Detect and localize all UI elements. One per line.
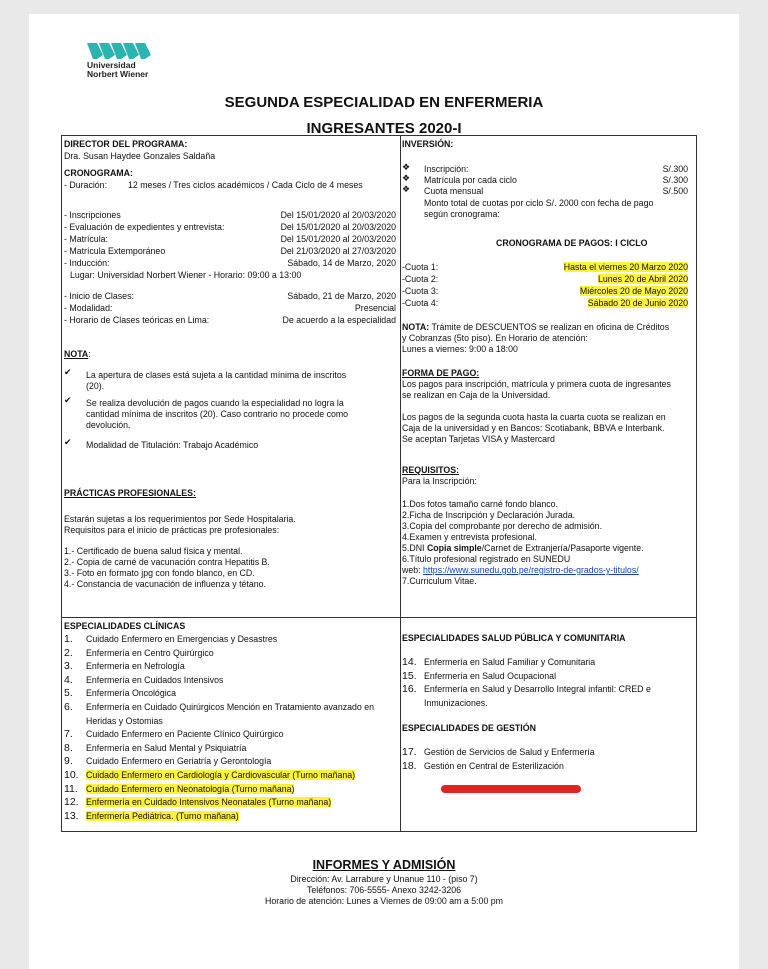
forma-pago-heading: FORMA DE PAGO: bbox=[402, 368, 480, 378]
specialty-text: Cuidado Enfermero en Neonatología (Turno mañana) bbox=[86, 783, 295, 794]
clinicas-heading: ESPECIALIDADES CLÍNICAS bbox=[64, 621, 186, 631]
cronograma-row-label: - Modalidad: bbox=[64, 303, 113, 313]
inversion-item-label: Inscripción: bbox=[424, 164, 469, 174]
nota-item: La apertura de clases está sujeta a la cantidad mínima de inscritos bbox=[86, 370, 347, 380]
practicas-item: 1.- Certificado de buena salud física y mental. bbox=[64, 546, 243, 556]
requisito-web-label: web: bbox=[402, 565, 424, 575]
inversion-item-value: S/.300 bbox=[662, 164, 688, 174]
cuota-label: -Cuota 4: bbox=[402, 298, 439, 308]
specialty-text: Enfermería en Cuidado Intensivos Neonatales (Turno mañana) bbox=[86, 797, 332, 808]
inversion-monto: según cronograma: bbox=[424, 209, 500, 219]
cronograma-row-label: - Evaluación de expedientes y entrevista: bbox=[64, 222, 225, 232]
cronograma-pagos-heading: CRONOGRAMA DE PAGOS: I CICLO bbox=[496, 238, 648, 248]
diamond-bullet-icon: ❖ bbox=[402, 162, 411, 172]
specialty-text: Enfermería en Salud Mental y Psiquiatría bbox=[86, 742, 247, 753]
nota-item: devolución. bbox=[86, 420, 131, 430]
item-number: 1. bbox=[64, 633, 73, 645]
cronograma-heading: CRONOGRAMA: bbox=[64, 168, 133, 178]
university-logo bbox=[85, 41, 185, 79]
logo-text-line1: Universidad bbox=[87, 60, 136, 70]
item-number: 11. bbox=[64, 782, 78, 795]
specialty-item bbox=[86, 702, 374, 713]
cronograma-row-label: - Inicio de Clases: bbox=[64, 291, 134, 301]
column-divider bbox=[400, 136, 401, 831]
info-table bbox=[61, 135, 697, 832]
cronograma-row-label: - Matrícula: bbox=[64, 234, 108, 244]
cronograma-row-label: - Inducción: bbox=[64, 258, 110, 268]
specialty-text: Cuidado Enfermero en Emergencias y Desastres bbox=[86, 634, 278, 644]
requisito-item: 1.Dos fotos tamaño carné fondo blanco. bbox=[402, 499, 558, 509]
specialty-item bbox=[424, 684, 651, 695]
specialty-item-continued: Heridas y Ostomias bbox=[86, 715, 163, 726]
salud-publica-heading: ESPECIALIDADES SALUD PÚBLICA Y COMUNITARIA bbox=[402, 633, 626, 643]
check-icon: ✔ bbox=[64, 437, 72, 447]
nota-heading-text: NOTA bbox=[64, 349, 89, 359]
nota-item: cantidad mínima de inscritos (20). Caso contrario no procede como bbox=[86, 409, 349, 419]
forma-pago-text: Los pagos para inscripción, matrícula y primera cuota de ingresantes bbox=[402, 379, 671, 389]
forma-pago-text: Caja de la universidad y en Bancos: Scotiabank, BBVA e Interbank. bbox=[402, 423, 665, 433]
specialty-text: Gestión en Central de Esterilización bbox=[424, 760, 564, 771]
item-number: 13. bbox=[64, 809, 79, 822]
nota2-text: Trámite de DESCUENTOS se realizan en oficina de Créditos bbox=[429, 322, 670, 332]
gestion-heading: ESPECIALIDADES DE GESTIÓN bbox=[402, 723, 536, 733]
cronograma-row-value: Presencial bbox=[354, 303, 396, 313]
requisito-item: 4.Examen y entrevista profesional. bbox=[402, 532, 537, 542]
cronograma-row-value: Del 15/01/2020 al 20/03/2020 bbox=[280, 222, 396, 232]
requisito-item: 2.Ficha de Inscripción y Declaración Jurada. bbox=[402, 510, 576, 520]
footer-address: Dirección: Av. Larrabure y Unanue 110 - (piso 7) bbox=[290, 874, 478, 884]
cuota-label: -Cuota 2: bbox=[402, 274, 439, 284]
forma-pago-text: Se aceptan Tarjetas VISA y Mastercard bbox=[402, 434, 555, 444]
item-number: 6. bbox=[64, 701, 73, 713]
item-number: 8. bbox=[64, 741, 73, 754]
specialty-item bbox=[86, 756, 271, 767]
specialty-item bbox=[424, 761, 564, 772]
nota-heading-colon: : bbox=[88, 349, 91, 359]
item-number: 15. bbox=[402, 669, 417, 682]
item-number: 10. bbox=[64, 769, 79, 781]
specialty-text: Cuidado Enfermero en Geriatría y Gerontología bbox=[86, 756, 272, 767]
cronograma-row-value: Del 21/03/2020 al 27/03/2020 bbox=[280, 246, 396, 256]
document-page bbox=[29, 14, 739, 969]
item-number: 7. bbox=[64, 728, 73, 741]
specialty-text: Enfermería Oncológica bbox=[86, 688, 176, 699]
induccion-lugar: Lugar: Universidad Norbert Wiener - Horario: 09:00 a 13:00 bbox=[70, 270, 302, 280]
specialty-text: Enfermería en Cuidado Quirúrgicos Mención en Tratamiento avanzado en bbox=[86, 702, 375, 712]
item-number: 2. bbox=[64, 646, 73, 659]
inversion-monto: Monto total de cuotas por ciclo S/. 2000 con fecha de pago bbox=[424, 198, 654, 208]
cuota-label: -Cuota 3: bbox=[402, 286, 439, 296]
footer-hours: Horario de atención: Lunes a Viernes de 09:00 am a 5:00 pm bbox=[265, 896, 503, 906]
specialty-text: Cuidado Enfermero en Cardiología y Cardiovascular (Turno mañana) bbox=[86, 770, 356, 780]
practicas-intro: Requisitos para el inicio de prácticas pre profesionales: bbox=[64, 525, 280, 535]
nota2-heading: NOTA: bbox=[402, 322, 430, 332]
cronograma-row-label: - Horario de Clases teóricas en Lima: bbox=[64, 315, 210, 325]
inversion-item-label: Cuota mensual bbox=[424, 186, 484, 196]
specialty-item bbox=[424, 657, 595, 668]
diamond-bullet-icon: ❖ bbox=[402, 173, 411, 183]
cronograma-row-label: - Matrícula Extemporáneo bbox=[64, 246, 166, 256]
cronograma-row-label: - Inscripciones bbox=[64, 210, 121, 220]
practicas-item: 4.- Constancia de vacunación de influenza y tétano. bbox=[64, 579, 266, 589]
item-number: 16. bbox=[402, 683, 417, 696]
item-number: 4. bbox=[64, 673, 73, 686]
requisito-item: 6.Título profesional registrado en SUNEDU bbox=[402, 554, 571, 564]
specialty-item bbox=[86, 770, 355, 781]
specialty-text: Enfermería Pediátrica. (Turno mañana) bbox=[86, 810, 239, 821]
requisito-item: 7.Curriculum Vitae. bbox=[402, 576, 477, 586]
requisito-item: 3.Copia del comprobante por derecho de admisión. bbox=[402, 521, 603, 531]
cuota-date-text: Sábado 20 de Junio 2020 bbox=[587, 298, 688, 308]
specialty-item bbox=[86, 661, 185, 672]
cuota-date bbox=[580, 286, 688, 297]
cuota-date-text: Lunes 20 de Abril 2020 bbox=[598, 274, 688, 284]
item-number: 9. bbox=[64, 755, 73, 768]
cronograma-row-value: De acuerdo a la especialidad bbox=[282, 315, 396, 325]
item-number: 5. bbox=[64, 687, 73, 700]
cuota-date-text: Miércoles 20 de Mayo 2020 bbox=[579, 286, 688, 296]
duracion-value: 12 meses / Tres ciclos académicos / Cada Ciclo de 4 meses bbox=[128, 180, 363, 190]
requisito-5-post: /Carnet de Extranjería/Pasaporte vigente. bbox=[481, 543, 644, 553]
check-icon: ✔ bbox=[64, 395, 72, 405]
forma-pago-text: se realizan en Caja de la Universidad. bbox=[402, 390, 551, 400]
specialty-item bbox=[424, 671, 556, 682]
check-icon: ✔ bbox=[64, 367, 72, 377]
specialty-item bbox=[424, 747, 595, 758]
requisitos-heading: REQUISITOS: bbox=[402, 465, 460, 475]
specialty-text: Cuidado Enfermero en Paciente Clínico Quirúrgico bbox=[86, 729, 284, 740]
sunedu-link[interactable]: https://www.sunedu.gob.pe/registro-de-grados-y-titulos/ bbox=[423, 565, 639, 575]
specialty-item bbox=[86, 743, 246, 754]
practicas-heading: PRÁCTICAS PROFESIONALES: bbox=[64, 488, 196, 498]
cuota-date bbox=[588, 298, 688, 309]
specialty-item bbox=[86, 648, 214, 659]
specialty-item bbox=[86, 675, 223, 686]
specialty-item bbox=[86, 634, 277, 645]
cuota-label: -Cuota 1: bbox=[402, 262, 439, 272]
nota-heading bbox=[64, 349, 91, 360]
specialty-item bbox=[86, 729, 284, 740]
nota-item: Se realiza devolución de pagos cuando la especialidad no logra la bbox=[86, 398, 344, 408]
requisitos-intro: Para la Inscripción: bbox=[402, 476, 477, 486]
cuota-date bbox=[598, 274, 688, 285]
cronograma-row-value: Sábado, 21 de Marzo, 2020 bbox=[287, 291, 396, 301]
footer-phone: Teléfonos: 706-5555- Anexo 3242-3206 bbox=[306, 885, 462, 895]
director-heading: DIRECTOR DEL PROGRAMA: bbox=[64, 139, 188, 149]
requisito-5-pre: 5.DNI bbox=[402, 543, 427, 553]
specialty-text: Enfermería en Salud Ocupacional bbox=[424, 670, 557, 681]
specialty-text: Gestión de Servicios de Salud y Enfermería bbox=[424, 747, 595, 757]
item-number: 12. bbox=[64, 796, 79, 809]
informes-heading: INFORMES Y ADMISIÓN bbox=[312, 858, 456, 872]
forma-pago-text: Los pagos de la segunda cuota hasta la cuarta cuota se realizan en bbox=[402, 412, 666, 422]
cronograma-row-value: Sábado, 14 de Marzo, 2020 bbox=[287, 258, 396, 268]
diamond-bullet-icon: ❖ bbox=[402, 184, 411, 194]
cuota-date bbox=[564, 262, 688, 273]
specialty-text: Enfermería en Salud Familiar y Comunitaria bbox=[424, 657, 596, 667]
nota2-line bbox=[402, 322, 669, 333]
specialty-item bbox=[86, 811, 239, 822]
specialty-item bbox=[86, 688, 176, 699]
inversion-item-value: S/.500 bbox=[662, 186, 688, 196]
document-subtitle: INGRESANTES 2020-I bbox=[306, 120, 462, 137]
nota2-line: y Cobranzas (5to piso). En Horario de atención: bbox=[402, 333, 588, 343]
practicas-item: 3.- Foto en formato jpg con fondo blanco, en CD. bbox=[64, 568, 255, 578]
cronograma-row-value: Del 15/01/2020 al 20/03/2020 bbox=[280, 210, 396, 220]
requisito-5-bold: Copia simple bbox=[426, 543, 482, 553]
specialty-text: Enfermería en Nefrología bbox=[86, 661, 185, 672]
specialty-item bbox=[86, 784, 294, 795]
document-title: SEGUNDA ESPECIALIDAD EN ENFERMERIA bbox=[224, 94, 544, 111]
practicas-item: 2.- Copia de carné de vacunación contra Hepatitis B. bbox=[64, 557, 270, 567]
item-number: 17. bbox=[402, 746, 417, 758]
nota2-line: Lunes a viernes: 9:00 a 18:00 bbox=[402, 344, 518, 354]
specialty-text: Enfermería en Centro Quirúrgico bbox=[86, 647, 214, 658]
specialty-text: Enfermería en Salud y Desarrollo Integral infantil: CRED e bbox=[424, 684, 651, 695]
item-number: 14. bbox=[402, 656, 417, 668]
duracion-label: - Duración: bbox=[64, 180, 108, 190]
item-number: 18. bbox=[402, 759, 417, 772]
item-number: 3. bbox=[64, 660, 73, 673]
cuota-date-text: Hasta el viernes 20 Marzo 2020 bbox=[563, 262, 688, 272]
requisito-web bbox=[402, 565, 639, 576]
specialty-item-continued: Inmunizaciones. bbox=[424, 697, 488, 708]
logo-icon bbox=[85, 41, 155, 61]
inversion-item-label: Matrícula por cada ciclo bbox=[424, 175, 517, 185]
director-name: Dra. Susan Haydee Gonzales Saldaña bbox=[64, 151, 216, 161]
requisito-item bbox=[402, 543, 644, 554]
inversion-heading: INVERSIÓN: bbox=[402, 139, 454, 149]
specialty-item bbox=[86, 797, 331, 808]
red-marker bbox=[441, 785, 581, 793]
inversion-item-value: S/.300 bbox=[662, 175, 688, 185]
logo-text-line2: Norbert Wiener bbox=[87, 69, 149, 79]
cronograma-row-value: Del 15/01/2020 al 20/03/2020 bbox=[280, 234, 396, 244]
nota-item: Modalidad de Titulación: Trabajo Académico bbox=[86, 440, 259, 450]
specialty-text: Enfermería en Cuidados Intensivos bbox=[86, 674, 224, 685]
practicas-intro: Estarán sujetas a los requerimientos por Sede Hospitalaria. bbox=[64, 514, 296, 524]
row-divider bbox=[62, 617, 696, 618]
nota-item: (20). bbox=[86, 381, 105, 391]
